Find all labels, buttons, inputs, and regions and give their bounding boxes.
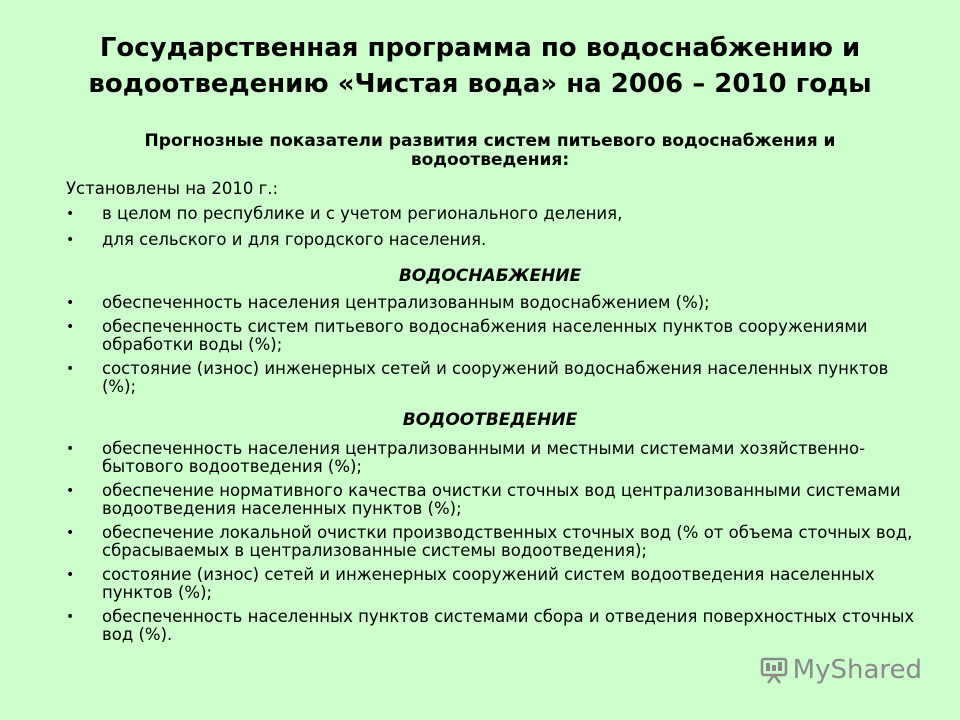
bullet: •	[66, 609, 75, 625]
page-title: Государственная программа по водоснабжению и водоотведению «Чистая вода» на 2006 – 2010 годы	[88, 33, 872, 99]
bullet: •	[66, 483, 75, 499]
list-item: • обеспечение нормативного качества очистки сточных вод централизованными системами водоотведения населенных пунктов (%);	[66, 481, 901, 518]
list-item: • обеспечение локальной очистки производственных сточных вод (% от объема сточных вод, сбрасываемых в централизованные системы водоотведения);	[66, 523, 913, 560]
sewerage-list	[66, 440, 916, 650]
water-supply-heading: ВОДОСНАБЖЕНИЕ	[398, 266, 582, 286]
list-item: • обеспеченность систем питьевого водоснабжения населенных пунктов сооружениями обработки воды (%);	[66, 317, 868, 354]
bullet: •	[66, 567, 75, 583]
list-item: • обеспеченность населения централизованным водоснабжением (%);	[66, 293, 710, 312]
list-item: • состояние (износ) сетей и инженерных сооружений систем водоотведения населенных пунктов (%);	[66, 565, 875, 602]
bullet: •	[66, 206, 75, 222]
bullet: •	[66, 441, 75, 457]
presentation-board-icon	[759, 655, 789, 685]
bullet: •	[66, 319, 75, 335]
bullet: •	[66, 232, 75, 248]
bullet: •	[66, 295, 75, 311]
list-item: • для сельского и для городского населения.	[66, 230, 487, 249]
bullet: •	[66, 525, 75, 541]
list-item: • в целом по республике и с учетом регионального деления,	[66, 204, 623, 223]
bullet: •	[66, 361, 75, 377]
list-item: • состояние (износ) инженерных сетей и сооружений водоснабжения населенных пунктов (%);	[66, 359, 889, 396]
myshared-logo	[759, 655, 922, 685]
logo-text: MyShared	[792, 655, 922, 685]
intro-list	[66, 205, 916, 257]
list-item: • обеспеченность населенных пунктов системами сбора и отведения поверхностных сточных вод (%).	[66, 607, 915, 644]
sewerage-heading: ВОДООТВЕДЕНИЕ	[402, 410, 578, 430]
water-supply-list	[66, 294, 916, 402]
subtitle: Прогнозные показатели развития систем питьевого водоснабжения и водоотведения:	[144, 131, 836, 170]
list-item: • обеспеченность населения централизованными и местными системами хозяйственно-бытового водоотведения (%);	[66, 439, 866, 476]
intro-text: Установлены на 2010 г.:	[66, 179, 279, 198]
